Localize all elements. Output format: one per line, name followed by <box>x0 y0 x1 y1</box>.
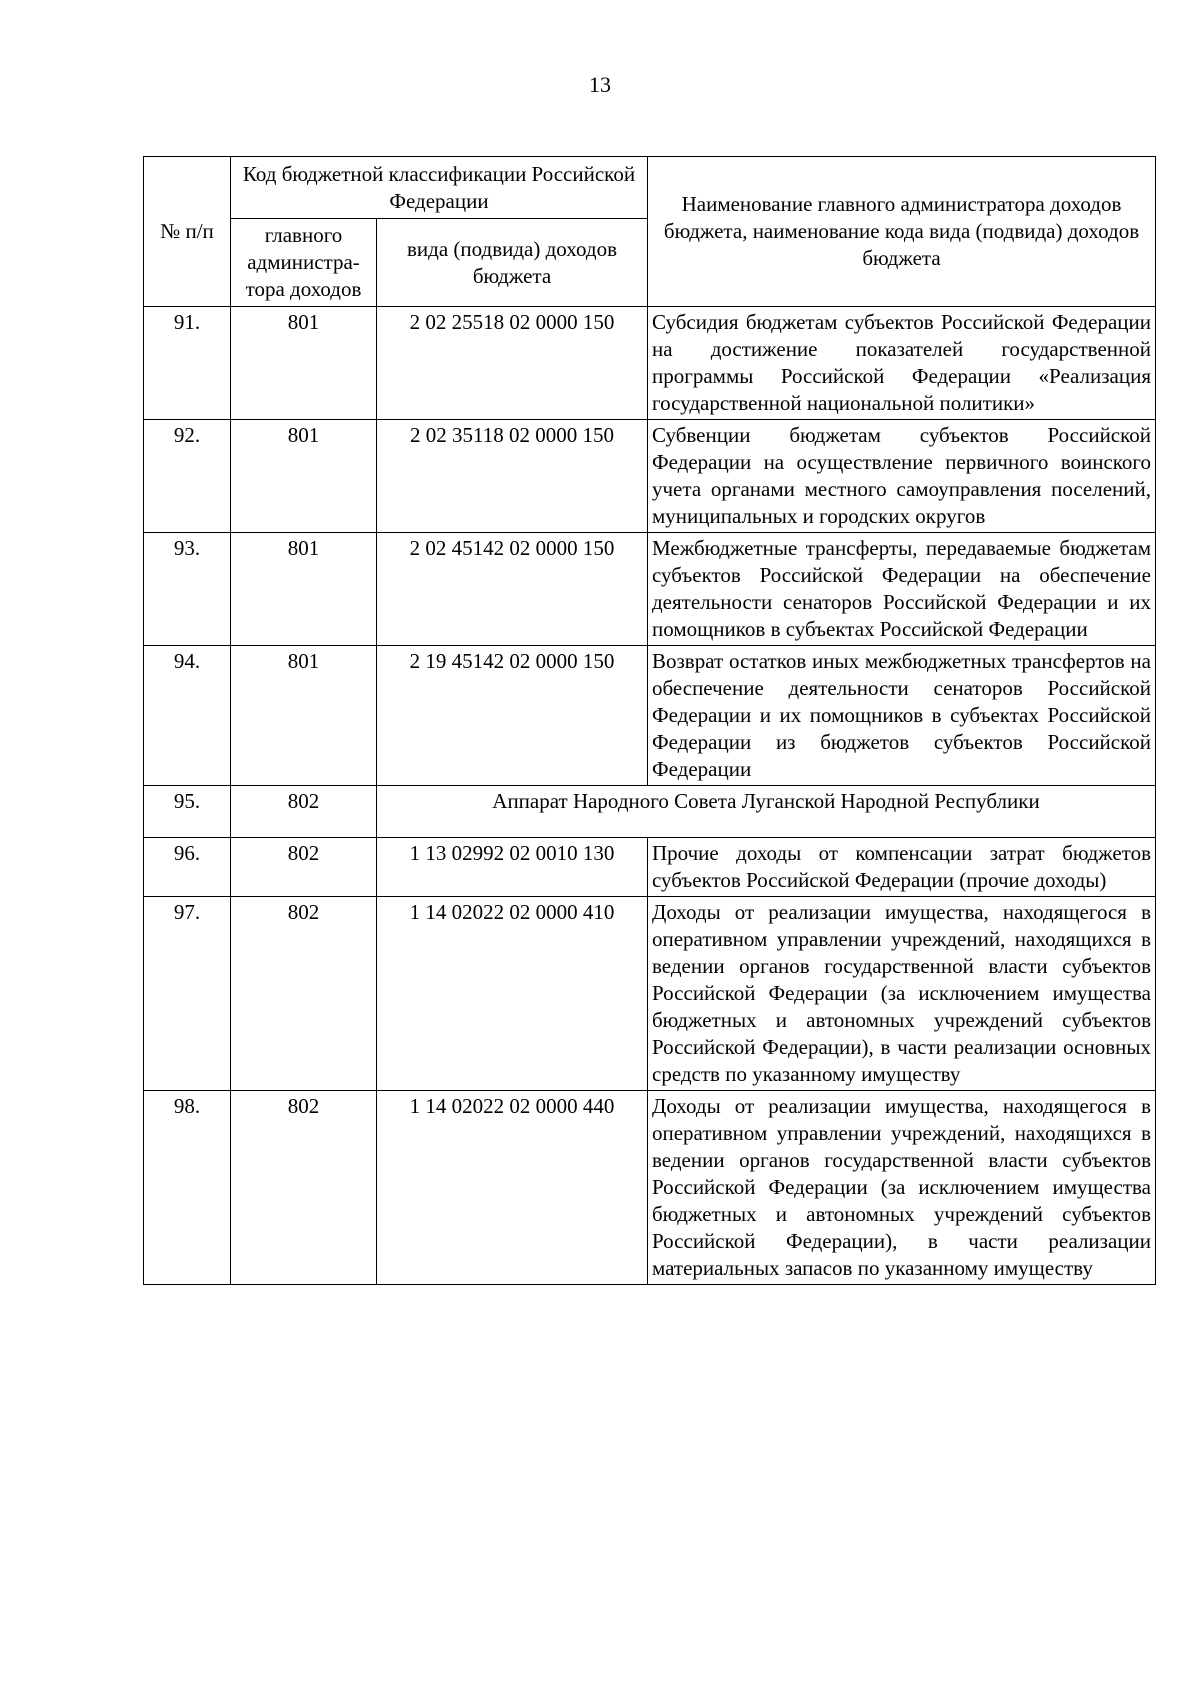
row-income-code: 1 14 02022 02 0000 440 <box>377 1091 648 1285</box>
row-admin-code: 801 <box>231 307 377 420</box>
header-num: № п/п <box>144 157 231 307</box>
row-num: 94. <box>144 646 231 786</box>
row-name: Субсидия бюджетам субъектов Российской Федерации на достижение показателей государственной программы Российской Федерации «Реализация государственной национальной политики» <box>648 307 1156 420</box>
row-income-code: 2 02 25518 02 0000 150 <box>377 307 648 420</box>
row-name: Субвенции бюджетам субъектов Российской Федерации на осуществление первичного воинского учета органами местного самоуправления поселений, муниципальных и городских округов <box>648 420 1156 533</box>
row-income-code: 2 02 45142 02 0000 150 <box>377 533 648 646</box>
row-admin-code: 801 <box>231 533 377 646</box>
row-income-code: 1 13 02992 02 0010 130 <box>377 838 648 897</box>
row-name: Прочие доходы от компенсации затрат бюджетов субъектов Российской Федерации (прочие доходы) <box>648 838 1156 897</box>
row-num: 91. <box>144 307 231 420</box>
section-admin-code: 802 <box>231 786 377 838</box>
table-row <box>144 646 1156 786</box>
table-row <box>144 420 1156 533</box>
header-code: вида (подвида) доходов бюджета <box>377 219 648 307</box>
budget-classification-table <box>143 156 1156 1285</box>
page-number: 13 <box>589 72 611 97</box>
section-title: Аппарат Народного Совета Луганской Народной Республики <box>377 786 1156 838</box>
row-admin-code: 802 <box>231 1091 377 1285</box>
header-name: Наименование главного администратора доходов бюджета, наименование кода вида (подвида) доходов бюджета <box>648 157 1156 307</box>
table-row <box>144 838 1156 897</box>
section-row <box>144 786 1156 838</box>
table-row <box>144 533 1156 646</box>
row-admin-code: 802 <box>231 897 377 1091</box>
row-income-code: 2 02 35118 02 0000 150 <box>377 420 648 533</box>
table-row <box>144 307 1156 420</box>
row-income-code: 1 14 02022 02 0000 410 <box>377 897 648 1091</box>
row-name: Доходы от реализации имущества, находящегося в оперативном управлении учреждений, находящихся в ведении органов государственной власти субъектов Российской Федерации (за исключением имущества бюджетных и автономных учреждений субъектов Российской Федерации), в части реализации материальных запасов по указанному имуществу <box>648 1091 1156 1285</box>
row-num: 93. <box>144 533 231 646</box>
row-admin-code: 802 <box>231 838 377 897</box>
header-code-group: Код бюджетной классификации Российской Федерации <box>231 157 648 219</box>
row-num: 96. <box>144 838 231 897</box>
row-name: Возврат остатков иных межбюджетных трансфертов на обеспечение деятельности сенаторов Российской Федерации и их помощников в субъектах Российской Федерации из бюджетов субъектов Российской Федерации <box>648 646 1156 786</box>
row-name: Межбюджетные трансферты, передаваемые бюджетам субъектов Российской Федерации на обеспечение деятельности сенаторов Российской Федерации и их помощников в субъектах Российской Федерации <box>648 533 1156 646</box>
row-income-code: 2 19 45142 02 0000 150 <box>377 646 648 786</box>
row-name: Доходы от реализации имущества, находящегося в оперативном управлении учреждений, находящихся в ведении органов государственной власти субъектов Российской Федерации (за исключением имущества бюджетных и автономных учреждений субъектов Российской Федерации), в части реализации основных средств по указанному имуществу <box>648 897 1156 1091</box>
row-admin-code: 801 <box>231 420 377 533</box>
row-num: 98. <box>144 1091 231 1285</box>
row-num: 97. <box>144 897 231 1091</box>
header-admin: главного администра-тора доходов <box>231 219 377 307</box>
row-num: 92. <box>144 420 231 533</box>
table-row <box>144 1091 1156 1285</box>
row-admin-code: 801 <box>231 646 377 786</box>
table-row <box>144 897 1156 1091</box>
row-num: 95. <box>144 786 231 838</box>
